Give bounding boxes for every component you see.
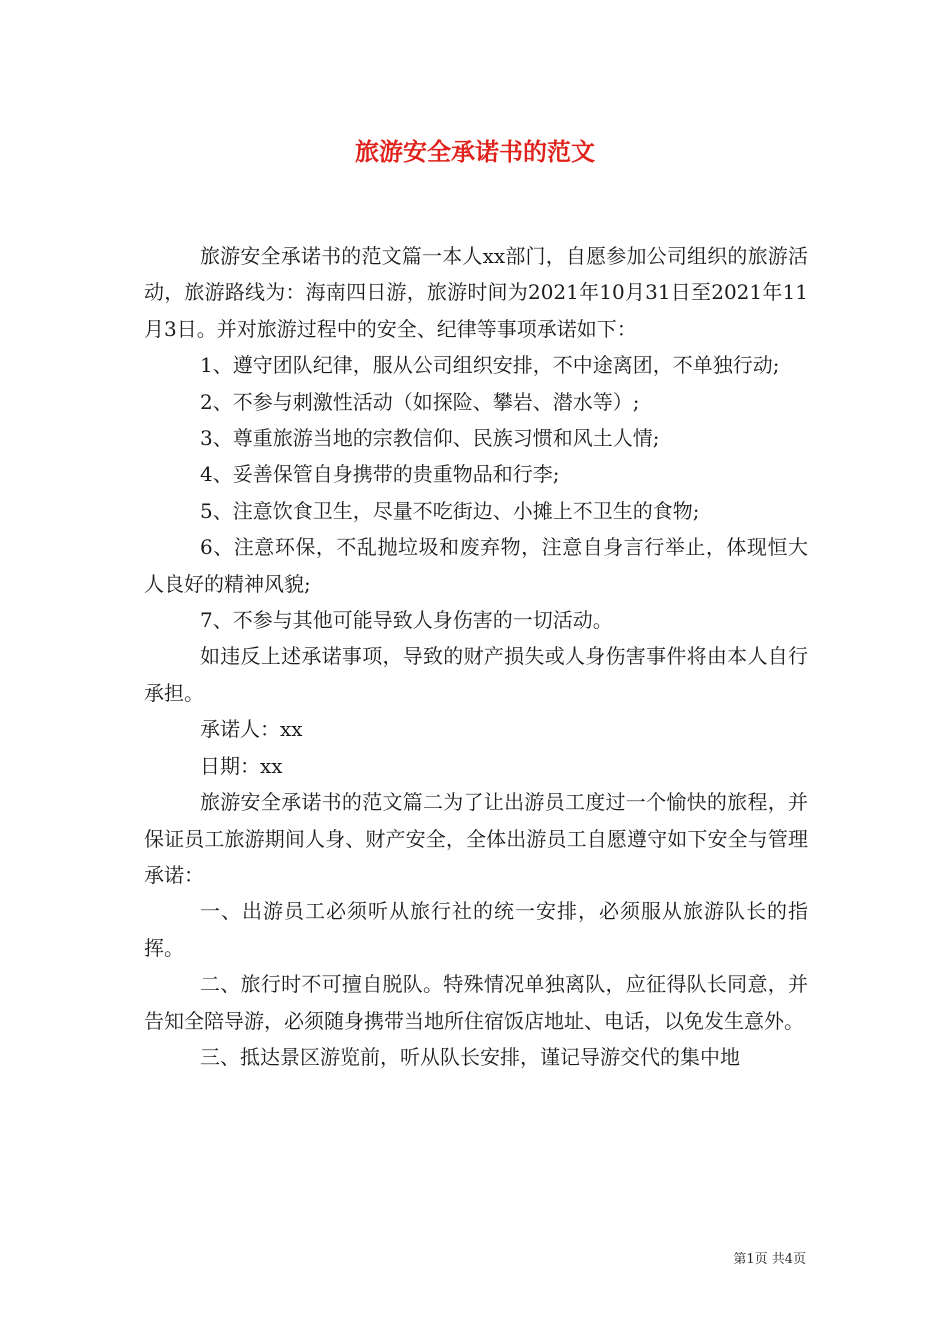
document-body [144, 238, 808, 1075]
paragraph: 旅游安全承诺书的范文篇二为了让出游员工度过一个愉快的旅程，并保证员工旅游期间人身、财产安全，全体出游员工自愿遵守如下安全与管理承诺： [144, 790, 808, 887]
paragraph: 1、遵守团队纪律，服从公司组织安排，不中途离团，不单独行动; [200, 353, 780, 378]
paragraph: 承诺人：xx [200, 717, 303, 742]
paragraph: 6、注意环保，不乱抛垃圾和废弃物，注意自身言行举止，体现恒大人良好的精神风貌; [144, 535, 808, 596]
paragraph: 三、抵达景区游览前，听从队长安排，谨记导游交代的集中地 [200, 1044, 740, 1069]
paragraph: 如违反上述承诺事项，导致的财产损失或人身伤害事件将由本人自行承担。 [144, 644, 808, 705]
paragraph: 旅游安全承诺书的范文篇一本人xx部门，自愿参加公司组织的旅游活动，旅游路线为：海南四日游，旅游时间为2021年10月31日至2021年11月3日。并对旅游过程中的安全、纪律等事项承诺如下： [144, 244, 808, 341]
paragraph: 二、旅行时不可擅自脱队。特殊情况单独离队，应征得队长同意，并告知全陪导游，必须随身携带当地所住宿饭店地址、电话，以免发生意外。 [144, 972, 808, 1033]
paragraph: 3、尊重旅游当地的宗教信仰、民族习惯和风土人情; [200, 426, 660, 451]
paragraph: 一、出游员工必须听从旅行社的统一安排，必须服从旅游队长的指挥。 [144, 899, 808, 960]
paragraph: 7、不参与其他可能导致人身伤害的一切活动。 [200, 608, 613, 633]
page-number: 第1页 共4页 [733, 1252, 806, 1267]
paragraph: 5、注意饮食卫生，尽量不吃街边、小摊上不卫生的食物; [200, 498, 700, 523]
paragraph: 4、妥善保管自身携带的贵重物品和行李; [200, 462, 560, 487]
document-title: 旅游安全承诺书的范文 [355, 137, 595, 166]
paragraph: 日期：xx [200, 753, 283, 778]
paragraph: 2、不参与刺激性活动（如探险、攀岩、潜水等）; [200, 389, 640, 414]
